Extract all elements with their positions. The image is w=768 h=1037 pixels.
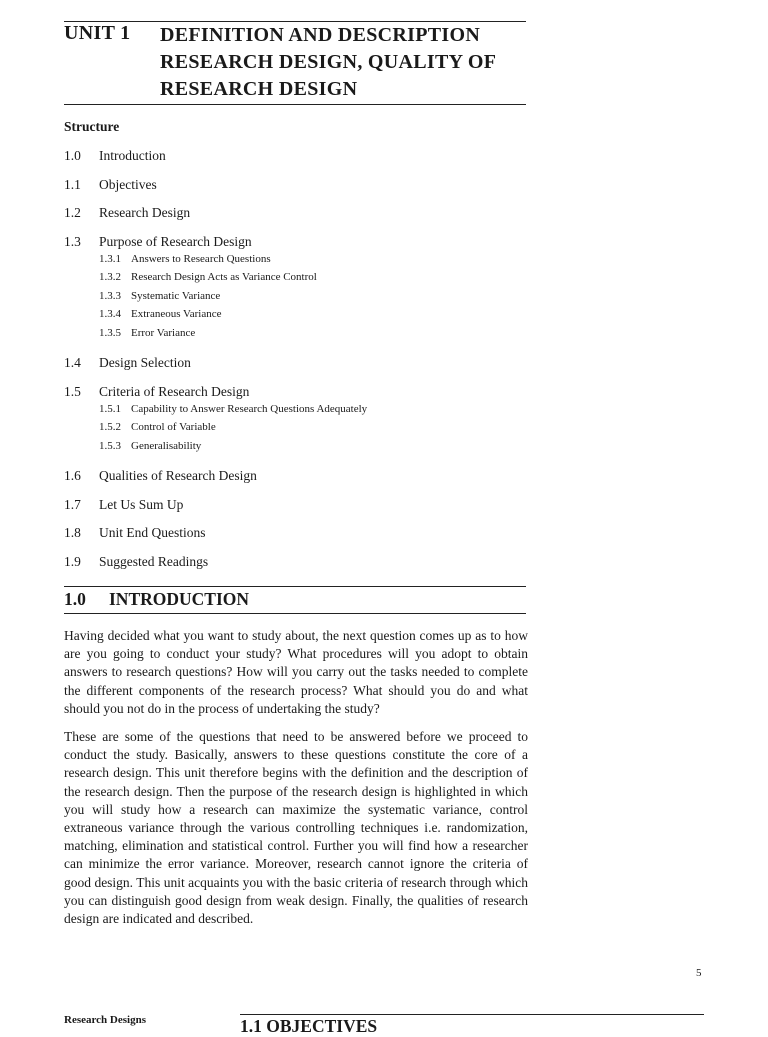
title-bottom-rule: [64, 104, 526, 105]
toc-subitem-number: 1.5.1: [99, 402, 121, 415]
toc-item-label: Research Design: [99, 205, 191, 220]
section-top-rule: [64, 586, 526, 587]
toc-subitem-label: Capability to Answer Research Questions Adequately: [131, 402, 368, 415]
toc-item: [64, 495, 534, 524]
toc-subitem-number: 1.5.2: [99, 421, 121, 433]
toc-item-label: Design Selection: [99, 355, 191, 370]
toc-item: [64, 203, 534, 232]
toc-subitem-number: 1.3.1: [99, 252, 121, 265]
toc-item-label: Qualities of Research Design: [99, 468, 257, 483]
toc-item-label: Let Us Sum Up: [99, 496, 184, 512]
page-number: 5: [696, 967, 702, 979]
toc-subitem: [64, 402, 534, 421]
toc-item: [64, 382, 534, 402]
running-title: Research Designs: [64, 1014, 146, 1026]
toc-item-number: 1.6: [64, 468, 81, 483]
toc-item-label: Suggested Readings: [99, 553, 209, 569]
toc-subitem: [64, 420, 534, 439]
toc-item-label: Unit End Questions: [99, 525, 206, 540]
toc-item: [64, 353, 534, 382]
toc-subitem-number: 1.3.4: [99, 308, 121, 320]
toc-subitem: [64, 252, 534, 271]
toc-item: [64, 232, 534, 252]
intro-paragraph: Having decided what you want to study about, the next question comes up as to how are you going to conduct your study? What procedures will you adopt to obtain answers to research questions? How will you carry out the tasks needed to complete the different components of the research process? What should you do and what should you not do in the process of undertaking the study?: [64, 628, 528, 716]
toc-subitem-number: 1.3.5: [99, 326, 121, 339]
toc-item-number: 1.5: [64, 383, 81, 399]
unit-title-line: RESEARCH DESIGN, QUALITY OF: [160, 51, 497, 73]
toc-subitem: [64, 307, 534, 326]
toc-subitem-label: Error Variance: [131, 326, 196, 339]
toc-item-number: 1.4: [64, 355, 81, 370]
toc-item: [64, 552, 534, 581]
toc-subitem-number: 1.3.2: [99, 271, 121, 283]
toc-item: [64, 466, 534, 495]
unit-title: [160, 22, 540, 103]
toc-item-label: Purpose of Research Design: [99, 233, 252, 249]
intro-paragraph: These are some of the questions that need to be answered before we proceed to conduct the study. Basically, answers to these questions constitute the core of a research design. This unit therefore begins with the definition and the description of the research design. Then the purpose of the research design is highlighted in which you will study how a research can maximize the systematic variance, control extraneous variance through the various controlling techniques i.e. randomization, matching, elimination and statistical control. Further you will find how a researcher can minimize the error variance. Moreover, research cannot ignore the criteria of good design. This unit acquaints you with the basic criteria of research through which you can distinguish good design from weak design. Finally, the qualities of research design are indicated and described.: [64, 729, 528, 927]
toc-item-label: Introduction: [99, 148, 166, 163]
toc-subitem-label: Extraneous Variance: [131, 308, 222, 320]
toc-item-label: Objectives: [99, 176, 157, 192]
unit-title-line: DEFINITION AND DESCRIPTION: [160, 24, 481, 46]
toc-subitem-label: Control of Variable: [131, 421, 216, 433]
toc-subitem: [64, 326, 534, 345]
toc-item-number: 1.0: [64, 148, 81, 163]
unit-title-line: RESEARCH DESIGN: [160, 78, 358, 100]
section-bottom-rule: [64, 613, 526, 614]
toc-subitem: [64, 289, 534, 308]
section-title: INTRODUCTION: [109, 589, 250, 609]
structure-heading: Structure: [64, 119, 120, 134]
toc-item-number: 1.2: [64, 205, 81, 220]
toc-subitem-number: 1.5.3: [99, 439, 121, 452]
toc-item-number: 1.8: [64, 525, 81, 540]
toc-item-number: 1.3: [64, 233, 81, 249]
next-section-heading: 1.1 OBJECTIVES: [240, 1016, 378, 1036]
toc-subitem: [64, 270, 534, 289]
toc-item: [64, 523, 534, 552]
toc-item-label: Criteria of Research Design: [99, 383, 250, 399]
toc-subitem-label: Generalisability: [131, 439, 202, 452]
next-page-rule: [240, 1014, 704, 1015]
toc-subitem-label: Research Design Acts as Variance Control: [131, 271, 317, 283]
toc-item-number: 1.1: [64, 176, 81, 192]
toc-subitem-number: 1.3.3: [99, 289, 121, 302]
toc-item: [64, 175, 534, 204]
toc-item-number: 1.7: [64, 496, 81, 512]
toc-subitem: [64, 439, 534, 458]
section-number: 1.0: [64, 589, 86, 609]
toc-item: [64, 146, 534, 175]
table-of-contents: [64, 146, 534, 580]
toc-subitem-label: Answers to Research Questions: [131, 252, 271, 265]
toc-sublist: [64, 252, 534, 345]
section-heading-introduction: [64, 589, 249, 610]
unit-label: UNIT 1: [64, 22, 131, 44]
toc-sublist: [64, 402, 534, 458]
toc-subitem-label: Systematic Variance: [131, 289, 221, 302]
toc-item-number: 1.9: [64, 553, 81, 569]
